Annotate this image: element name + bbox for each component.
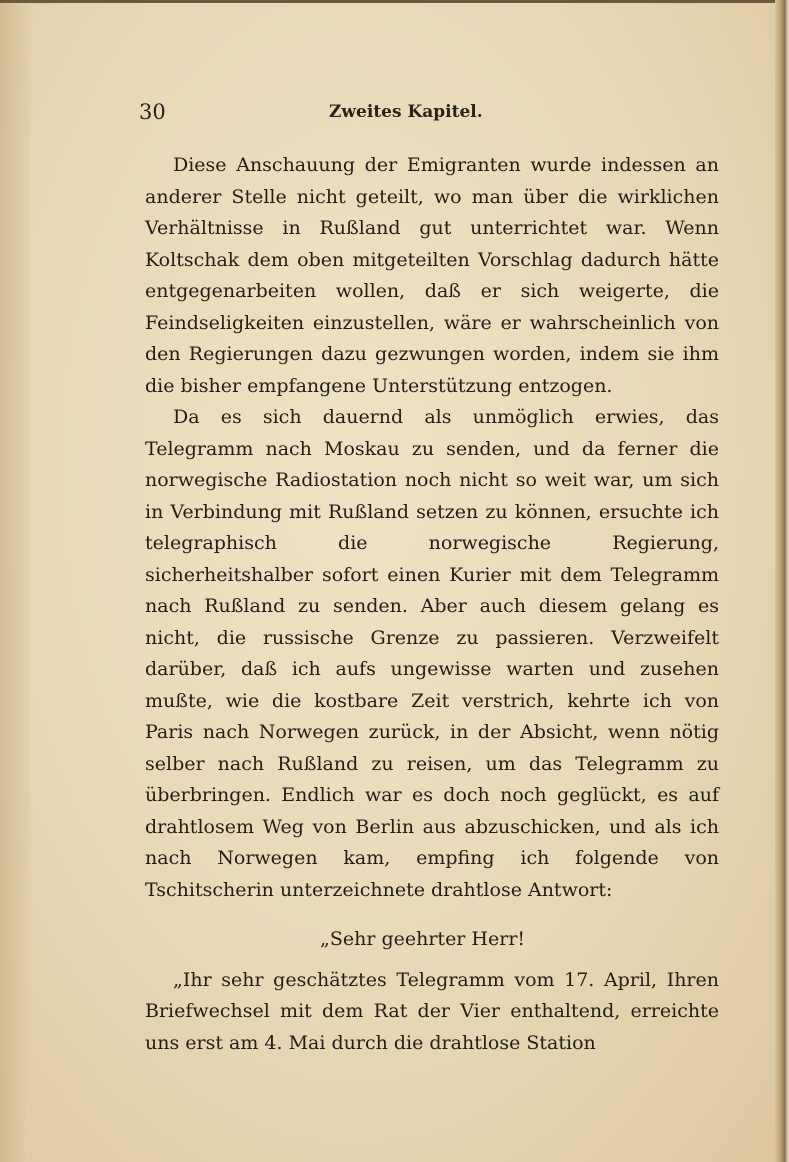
page-fore-edge bbox=[775, 0, 789, 1162]
page-gutter-shadow bbox=[0, 0, 30, 1162]
paragraph-2: Da es sich dauernd als unmöglich erwies, das Telegramm nach Moskau zu senden, und da ferner die norwegische Radiostation noch nicht so weit war, um sich in Verbindung mit Rußland setzen zu können, ersuchte ich telegraphisch die norwegische Regierung, sicherheitshalber sofort einen Kurier mit dem Telegramm nach Rußland zu senden. Aber auch diesem gelang es nicht, die russische Grenze zu passieren. Verzweifelt darüber, daß ich aufs ungewisse warten und zusehen mußte, wie die kostbare Zeit verstrich, kehrte ich von Paris nach Norwegen zurück, in der Absicht, wenn nötig selber nach Rußland zu reisen, um das Telegramm zu überbringen. Endlich war es doch noch geglückt, es auf drahtlosem Weg von Berlin aus abzuschicken, und als ich nach Norwegen kam, empfing ich folgende von Tschitscherin unterzeichnete drahtlose Antwort: bbox=[145, 406, 719, 901]
letter-opening: „Ihr sehr geschätztes Telegramm vom 17. April, Ihren Briefwechsel mit dem Rat der Vier enthaltend, erreichte uns erst am 4. Mai durch die drahtlose Station bbox=[145, 968, 719, 1054]
top-border-line bbox=[0, 0, 789, 3]
body-text bbox=[145, 150, 719, 1059]
running-head: Zweites Kapitel. bbox=[329, 102, 483, 122]
page-number: 30 bbox=[139, 100, 166, 124]
letter-salutation: „Sehr geehrter Herr! bbox=[320, 928, 526, 950]
page-header bbox=[139, 100, 719, 130]
paragraph-1: Diese Anschauung der Emigranten wurde indessen an anderer Stelle nicht geteilt, wo man über die wirklichen Verhältnisse in Rußland gut unterrichtet war. Wenn Koltschak dem oben mitgeteilten Vorschlag dadurch hätte entgegenarbeiten wollen, daß er sich weigerte, die Feindseligkeiten einzustellen, wäre er wahrscheinlich von den Regierungen dazu gezwungen worden, indem sie ihm die bisher empfangene Unterstützung entzogen. bbox=[145, 154, 719, 397]
